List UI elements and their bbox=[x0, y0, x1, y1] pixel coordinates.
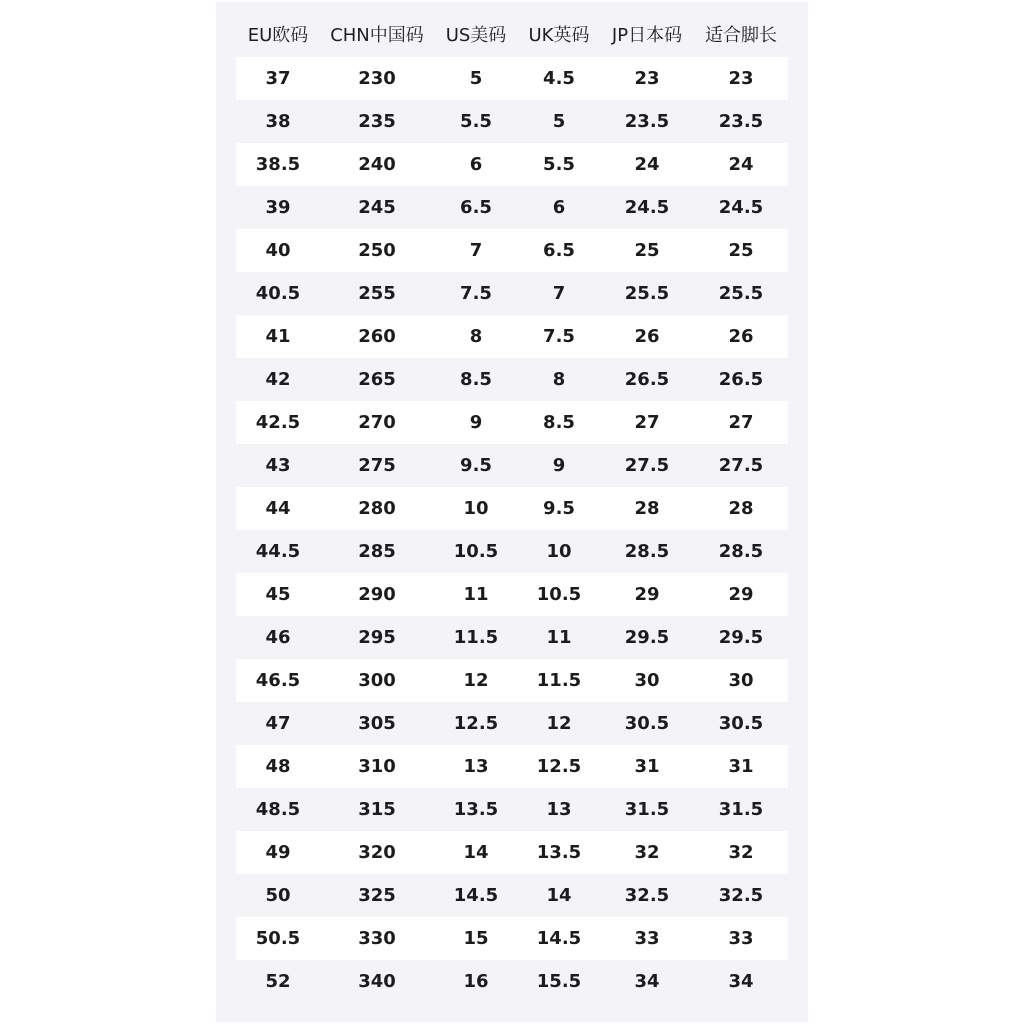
cell-eu: 38.5 bbox=[255, 154, 301, 175]
cell-us: 10.5 bbox=[453, 541, 499, 562]
cell-us: 11 bbox=[463, 584, 489, 605]
cell-jp: 34 bbox=[634, 971, 660, 992]
cell-eu: 50 bbox=[265, 885, 291, 906]
cell-eu: 40.5 bbox=[255, 283, 301, 304]
cell-chn: 325 bbox=[358, 885, 396, 906]
size-chart-panel bbox=[216, 2, 808, 1022]
cell-jp: 25 bbox=[634, 240, 660, 261]
cell-foot-length: 30 bbox=[728, 670, 754, 691]
cell-foot-length: 29.5 bbox=[718, 627, 764, 648]
table-row bbox=[236, 874, 788, 917]
table-row bbox=[236, 702, 788, 745]
cell-us: 14 bbox=[463, 842, 489, 863]
cell-uk: 11 bbox=[546, 627, 572, 648]
cell-jp: 26.5 bbox=[624, 369, 670, 390]
cell-jp: 30.5 bbox=[624, 713, 670, 734]
cell-eu: 48.5 bbox=[255, 799, 301, 820]
cell-chn: 285 bbox=[358, 541, 396, 562]
cell-us: 9.5 bbox=[460, 455, 492, 476]
header-chn-size: CHN中国码 bbox=[330, 25, 424, 46]
cell-eu: 43 bbox=[265, 455, 291, 476]
cell-eu: 42 bbox=[265, 369, 291, 390]
cell-eu: 50.5 bbox=[255, 928, 301, 949]
cell-chn: 260 bbox=[358, 326, 396, 347]
cell-foot-length: 31.5 bbox=[718, 799, 764, 820]
cell-jp: 31 bbox=[634, 756, 660, 777]
cell-chn: 290 bbox=[358, 584, 396, 605]
cell-foot-length: 34 bbox=[728, 971, 754, 992]
cell-uk: 12 bbox=[546, 713, 572, 734]
cell-jp: 33 bbox=[634, 928, 660, 949]
cell-foot-length: 23.5 bbox=[718, 111, 764, 132]
cell-us: 16 bbox=[463, 971, 489, 992]
cell-chn: 295 bbox=[358, 627, 396, 648]
cell-chn: 280 bbox=[358, 498, 396, 519]
cell-uk: 8 bbox=[552, 369, 566, 390]
cell-foot-length: 33 bbox=[728, 928, 754, 949]
cell-foot-length: 27 bbox=[728, 412, 754, 433]
cell-us: 8 bbox=[469, 326, 483, 347]
cell-us: 12 bbox=[463, 670, 489, 691]
cell-uk: 10.5 bbox=[536, 584, 582, 605]
cell-uk: 6 bbox=[552, 197, 566, 218]
cell-chn: 300 bbox=[358, 670, 396, 691]
cell-uk: 14.5 bbox=[536, 928, 582, 949]
cell-foot-length: 31 bbox=[728, 756, 754, 777]
cell-eu: 37 bbox=[265, 68, 291, 89]
cell-chn: 340 bbox=[358, 971, 396, 992]
cell-jp: 29 bbox=[634, 584, 660, 605]
cell-jp: 27 bbox=[634, 412, 660, 433]
cell-us: 14.5 bbox=[453, 885, 499, 906]
cell-uk: 7.5 bbox=[543, 326, 575, 347]
cell-eu: 45 bbox=[265, 584, 291, 605]
cell-eu: 38 bbox=[265, 111, 291, 132]
cell-chn: 235 bbox=[358, 111, 396, 132]
cell-foot-length: 25 bbox=[728, 240, 754, 261]
cell-eu: 49 bbox=[265, 842, 291, 863]
cell-chn: 240 bbox=[358, 154, 396, 175]
cell-jp: 32.5 bbox=[624, 885, 670, 906]
cell-uk: 7 bbox=[552, 283, 566, 304]
cell-foot-length: 27.5 bbox=[718, 455, 764, 476]
cell-us: 5 bbox=[469, 68, 483, 89]
cell-jp: 30 bbox=[634, 670, 660, 691]
cell-uk: 9 bbox=[552, 455, 566, 476]
header-us-size: US美码 bbox=[445, 25, 507, 46]
cell-foot-length: 32.5 bbox=[718, 885, 764, 906]
cell-foot-length: 23 bbox=[728, 68, 754, 89]
cell-uk: 5 bbox=[552, 111, 566, 132]
cell-us: 13 bbox=[463, 756, 489, 777]
cell-eu: 47 bbox=[265, 713, 291, 734]
cell-jp: 23 bbox=[634, 68, 660, 89]
cell-us: 9 bbox=[469, 412, 483, 433]
header-jp-size: JP日本码 bbox=[611, 25, 683, 46]
cell-us: 8.5 bbox=[460, 369, 492, 390]
cell-uk: 5.5 bbox=[543, 154, 575, 175]
cell-foot-length: 26 bbox=[728, 326, 754, 347]
cell-jp: 28.5 bbox=[624, 541, 670, 562]
cell-eu: 41 bbox=[265, 326, 291, 347]
cell-jp: 32 bbox=[634, 842, 660, 863]
cell-uk: 6.5 bbox=[543, 240, 575, 261]
cell-eu: 46 bbox=[265, 627, 291, 648]
cell-uk: 8.5 bbox=[543, 412, 575, 433]
table-row bbox=[236, 315, 788, 358]
cell-foot-length: 24 bbox=[728, 154, 754, 175]
table-row bbox=[236, 530, 788, 573]
cell-us: 13.5 bbox=[453, 799, 499, 820]
table-row bbox=[236, 616, 788, 659]
table-row bbox=[236, 917, 788, 960]
cell-chn: 310 bbox=[358, 756, 396, 777]
table-row bbox=[236, 487, 788, 530]
cell-us: 6 bbox=[469, 154, 483, 175]
cell-uk: 14 bbox=[546, 885, 572, 906]
cell-foot-length: 32 bbox=[728, 842, 754, 863]
cell-chn: 320 bbox=[358, 842, 396, 863]
cell-eu: 40 bbox=[265, 240, 291, 261]
cell-us: 10 bbox=[463, 498, 489, 519]
cell-jp: 23.5 bbox=[624, 111, 670, 132]
table-header bbox=[236, 14, 788, 54]
table-row bbox=[236, 100, 788, 143]
table-row bbox=[236, 745, 788, 788]
cell-jp: 27.5 bbox=[624, 455, 670, 476]
cell-jp: 26 bbox=[634, 326, 660, 347]
table-row bbox=[236, 788, 788, 831]
cell-us: 11.5 bbox=[453, 627, 499, 648]
table-row bbox=[236, 401, 788, 444]
cell-uk: 10 bbox=[546, 541, 572, 562]
table-row bbox=[236, 444, 788, 487]
cell-eu: 44.5 bbox=[255, 541, 301, 562]
table-body bbox=[236, 57, 788, 1003]
cell-uk: 9.5 bbox=[543, 498, 575, 519]
cell-foot-length: 28.5 bbox=[718, 541, 764, 562]
cell-foot-length: 24.5 bbox=[718, 197, 764, 218]
cell-chn: 270 bbox=[358, 412, 396, 433]
cell-chn: 245 bbox=[358, 197, 396, 218]
cell-us: 5.5 bbox=[460, 111, 492, 132]
cell-jp: 28 bbox=[634, 498, 660, 519]
cell-jp: 24.5 bbox=[624, 197, 670, 218]
header-uk-size: UK英码 bbox=[528, 25, 590, 46]
cell-uk: 15.5 bbox=[536, 971, 582, 992]
cell-us: 15 bbox=[463, 928, 489, 949]
cell-foot-length: 26.5 bbox=[718, 369, 764, 390]
cell-jp: 25.5 bbox=[624, 283, 670, 304]
cell-chn: 315 bbox=[358, 799, 396, 820]
table-row bbox=[236, 186, 788, 229]
cell-jp: 29.5 bbox=[624, 627, 670, 648]
cell-jp: 31.5 bbox=[624, 799, 670, 820]
table-row bbox=[236, 358, 788, 401]
cell-chn: 230 bbox=[358, 68, 396, 89]
cell-us: 7.5 bbox=[460, 283, 492, 304]
cell-jp: 24 bbox=[634, 154, 660, 175]
table-row bbox=[236, 960, 788, 1003]
table-row bbox=[236, 659, 788, 702]
cell-chn: 265 bbox=[358, 369, 396, 390]
cell-eu: 48 bbox=[265, 756, 291, 777]
cell-chn: 275 bbox=[358, 455, 396, 476]
cell-uk: 4.5 bbox=[543, 68, 575, 89]
cell-chn: 305 bbox=[358, 713, 396, 734]
table-row bbox=[236, 143, 788, 186]
cell-eu: 44 bbox=[265, 498, 291, 519]
cell-eu: 39 bbox=[265, 197, 291, 218]
cell-eu: 46.5 bbox=[255, 670, 301, 691]
cell-foot-length: 30.5 bbox=[718, 713, 764, 734]
cell-chn: 250 bbox=[358, 240, 396, 261]
table-row bbox=[236, 57, 788, 100]
cell-chn: 330 bbox=[358, 928, 396, 949]
cell-foot-length: 28 bbox=[728, 498, 754, 519]
cell-us: 6.5 bbox=[460, 197, 492, 218]
cell-uk: 13 bbox=[546, 799, 572, 820]
table-row bbox=[236, 272, 788, 315]
table-row bbox=[236, 229, 788, 272]
cell-uk: 13.5 bbox=[536, 842, 582, 863]
cell-uk: 11.5 bbox=[536, 670, 582, 691]
cell-foot-length: 25.5 bbox=[718, 283, 764, 304]
cell-us: 12.5 bbox=[453, 713, 499, 734]
cell-chn: 255 bbox=[358, 283, 396, 304]
cell-eu: 42.5 bbox=[255, 412, 301, 433]
cell-eu: 52 bbox=[265, 971, 291, 992]
cell-uk: 12.5 bbox=[536, 756, 582, 777]
header-foot-length: 适合脚长 bbox=[705, 25, 777, 46]
table-row bbox=[236, 573, 788, 616]
cell-foot-length: 29 bbox=[728, 584, 754, 605]
header-eu-size: EU欧码 bbox=[247, 25, 309, 46]
cell-us: 7 bbox=[469, 240, 483, 261]
table-row bbox=[236, 831, 788, 874]
